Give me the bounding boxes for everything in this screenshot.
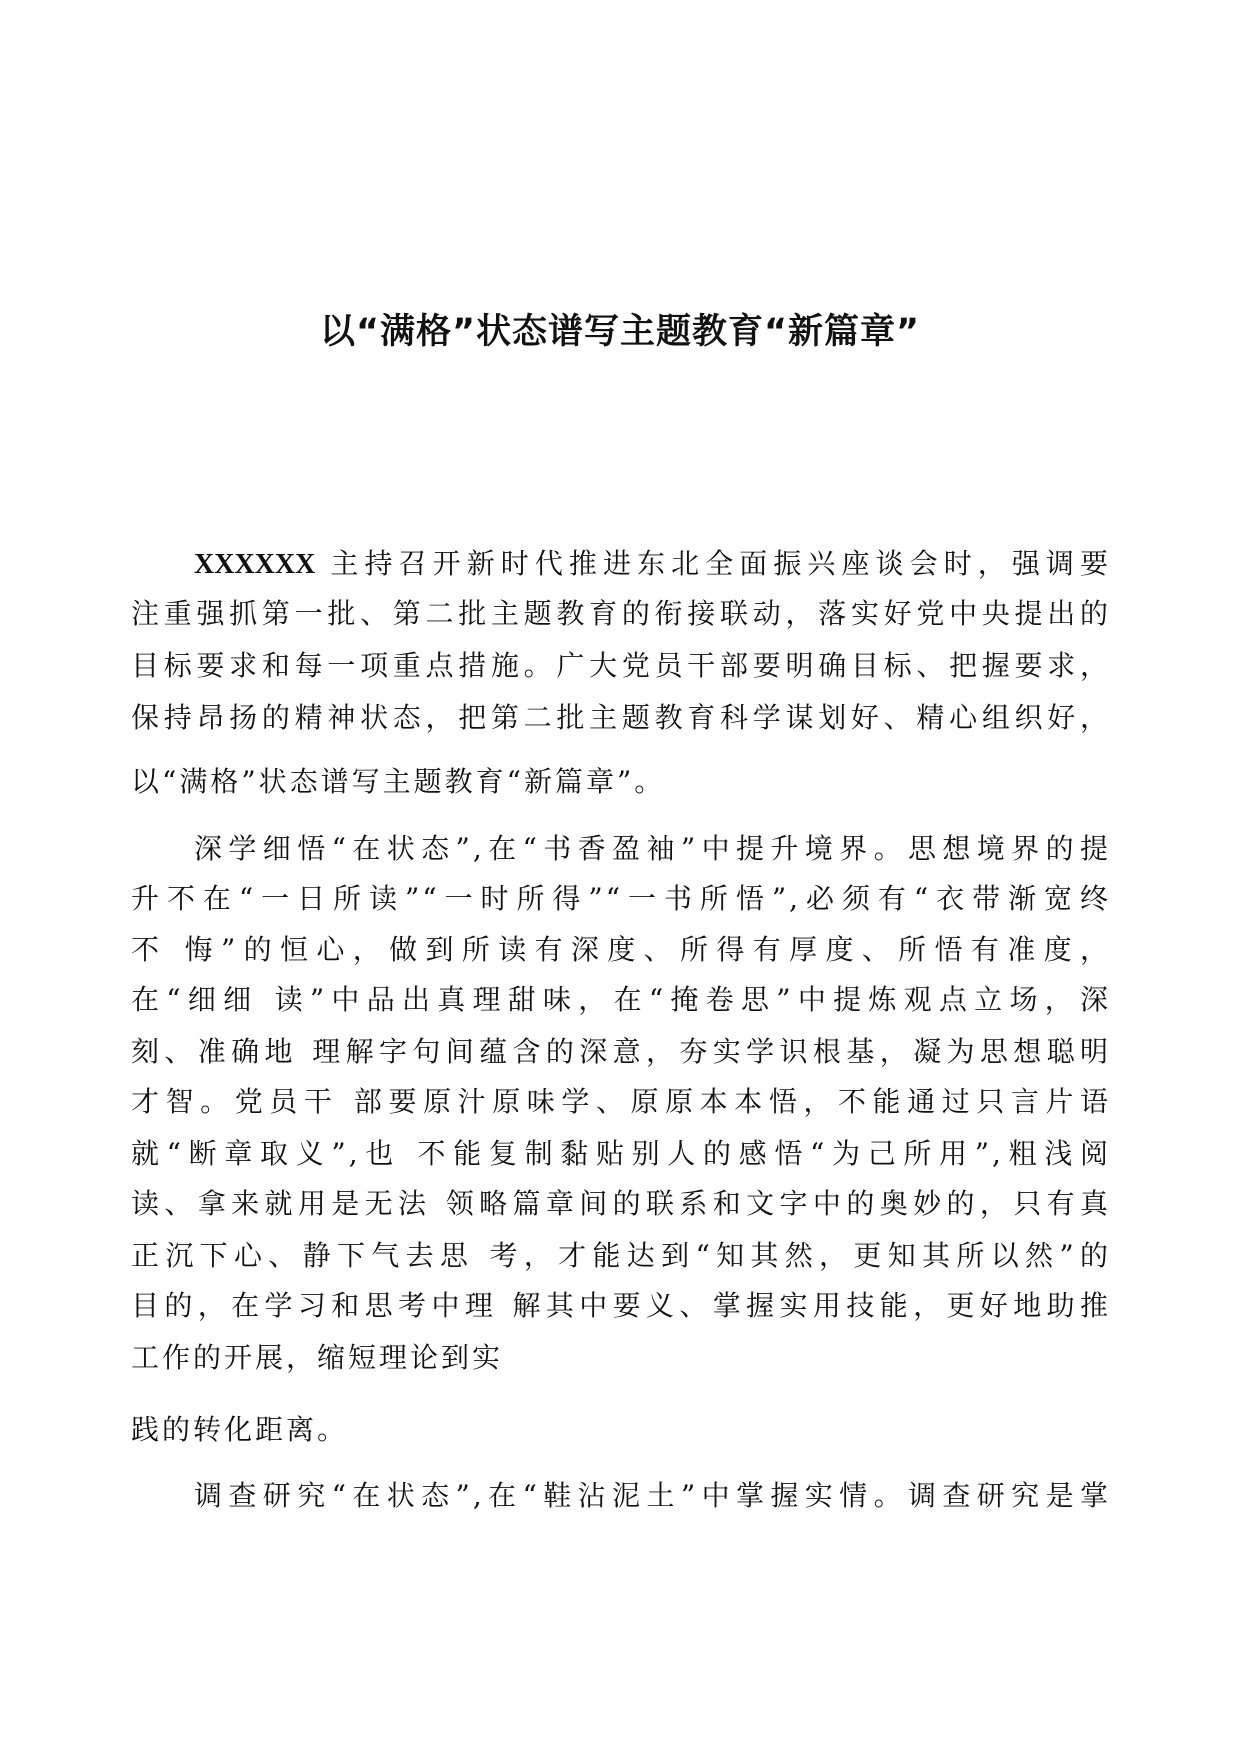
paragraph-1-line-5: 以“满格”状态谱写主题教育“新篇章”。 — [131, 765, 666, 798]
paragraph-2-line-4: 在“细细 读”中品出真理甜味，在“掩卷思”中提炼观点立场，深 — [131, 983, 1111, 1016]
paragraph-1-line-1 — [194, 544, 1111, 585]
paragraph-2-line-10: 目的，在学习和思考中理 解其中要义、掌握实用技能，更好地助推 — [131, 1289, 1111, 1322]
paragraph-2-line-7: 就“断章取义”,也 不能复制黏贴别人的感悟“为己所用”,粗浅阅 — [131, 1137, 1111, 1170]
paragraph-2-line-1: 深学细悟“在状态”,在“书香盈袖”中提升境界。思想境界的提 — [194, 832, 1111, 865]
document-title: 以“满格”状态谱写主题教育“新篇章” — [319, 312, 920, 352]
paragraph-1-line-3: 目标要求和每一项重点措施。广大党员干部要明确目标、把握要求， — [131, 649, 1111, 682]
paragraph-2-line-3: 不 悔”的恒心，做到所读有深度、所得有厚度、所悟有准度， — [131, 933, 1111, 966]
paragraph-2-line-12: 践的转化距离。 — [131, 1413, 349, 1446]
redacted-name: XXXXXX — [194, 549, 316, 580]
paragraph-2-line-9: 正沉下心、静下气去思 考，才能达到“知其然，更知其所以然”的 — [131, 1239, 1111, 1272]
paragraph-1-line-4: 保持昂扬的精神状态，把第二批主题教育科学谋划好、精心组织好， — [131, 701, 1111, 734]
paragraph-3-line-1: 调查研究“在状态”,在“鞋沾泥土”中掌握实情。调查研究是掌 — [194, 1479, 1111, 1512]
paragraph-2-line-8: 读、拿来就用是无法 领略篇章间的联系和文字中的奥妙的，只有真 — [131, 1187, 1111, 1220]
paragraph-2-line-2: 升不在“一日所读”“一时所得”“一书所悟”,必须有“衣带渐宽终 — [131, 882, 1111, 915]
paragraph-2-line-5: 刻、准确地 理解字句间蕴含的深意，夯实学识根基，凝为思想聪明 — [131, 1035, 1111, 1068]
paragraph-2-line-11: 工作的开展，缩短理论到实 — [131, 1341, 504, 1374]
paragraph-1-line-1-text: 主持召开新时代推进东北全面振兴座谈会时，强调要 — [327, 547, 1111, 580]
paragraph-2-line-6: 才智。党员干 部要原汁原味学、原原本本悟，不能通过只言片语 — [131, 1085, 1111, 1118]
paragraph-1-line-2: 注重强抓第一批、第二批主题教育的衔接联动，落实好党中央提出的 — [131, 597, 1111, 630]
